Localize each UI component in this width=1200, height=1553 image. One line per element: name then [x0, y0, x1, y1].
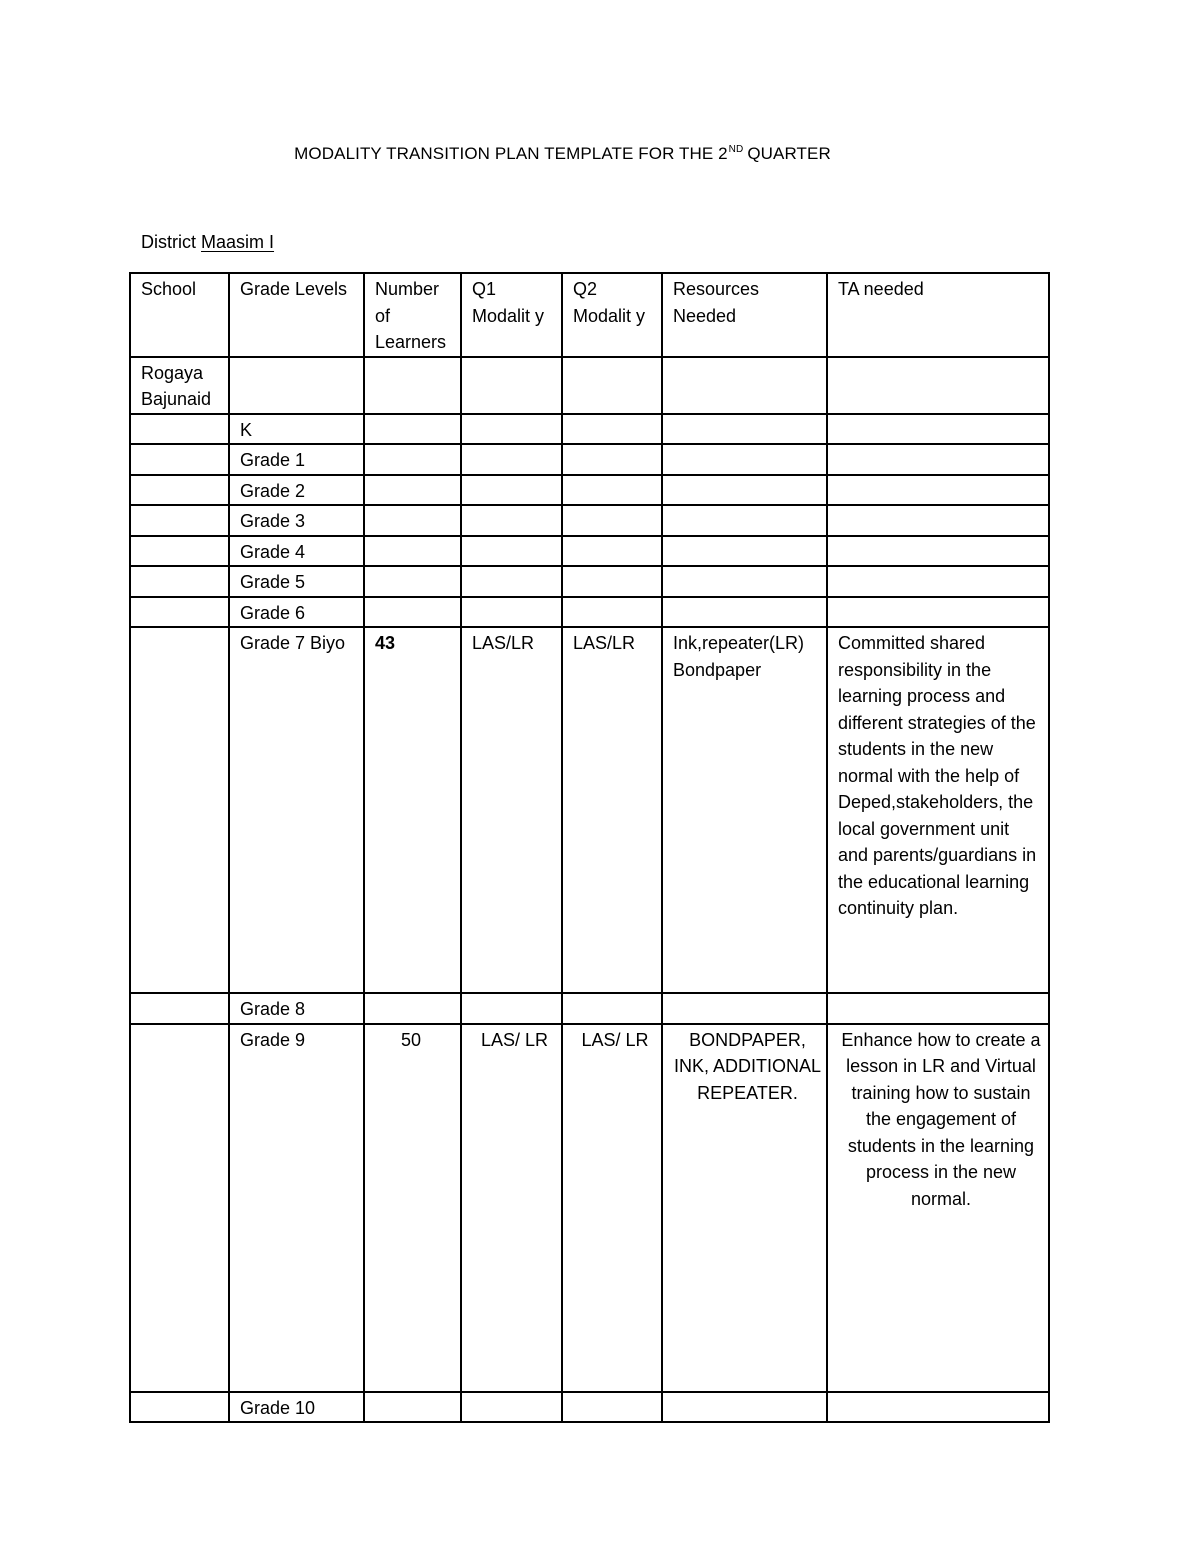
grade-cell: Grade 5	[229, 566, 364, 597]
header-ta-needed: TA needed	[827, 273, 1049, 357]
header-q1-modality: Q1 Modalit y	[461, 273, 562, 357]
grade-cell: Grade 9	[229, 1024, 364, 1392]
q1-modality-cell: LAS/ LR	[461, 1024, 562, 1392]
resources-cell: Ink,repeater(LR) Bondpaper	[662, 627, 827, 993]
grade-cell: Grade 6	[229, 597, 364, 628]
header-school: School	[130, 273, 229, 357]
district-line	[141, 232, 274, 253]
grade-cell: Grade 7 Biyo	[229, 627, 364, 993]
table-row	[130, 444, 1049, 475]
title-superscript: ND	[728, 144, 744, 155]
grade-cell: Grade 10	[229, 1392, 364, 1423]
ta-needed-cell: Committed shared responsibility in the learning process and different strategies of the students in the new normal with the help of Deped,stakeholders, the local government unit and parents/guardians in the educational learning continuity plan.	[827, 627, 1049, 993]
ta-needed-cell: Enhance how to create a lesson in LR and Virtual training how to sustain the engagement of students in the learning process in the new normal.	[827, 1024, 1049, 1392]
q2-modality-cell: LAS/LR	[562, 627, 662, 993]
learners-cell: 43	[364, 627, 461, 993]
district-value: Maasim I	[201, 232, 275, 252]
document-title	[0, 144, 1125, 164]
table-row	[130, 993, 1049, 1024]
table-row	[130, 1024, 1049, 1392]
title-suffix: QUARTER	[747, 144, 831, 163]
district-label: District	[141, 232, 196, 252]
q1-modality-cell: LAS/LR	[461, 627, 562, 993]
grade-cell: Grade 2	[229, 475, 364, 506]
table-row	[130, 1392, 1049, 1423]
table-row	[130, 627, 1049, 993]
table-row	[130, 357, 1049, 414]
school-name-cell: Rogaya Bajunaid	[130, 357, 229, 414]
q2-modality-cell: LAS/ LR	[562, 1024, 662, 1392]
header-grade-levels: Grade Levels	[229, 273, 364, 357]
title-prefix: MODALITY TRANSITION PLAN TEMPLATE FOR THE 2	[294, 144, 728, 163]
learners-cell: 50	[364, 1024, 461, 1392]
table-row	[130, 414, 1049, 445]
header-number-of-learners: Number of Learners	[364, 273, 461, 357]
table-row	[130, 536, 1049, 567]
resources-cell: BONDPAPER, INK, ADDITIONAL REPEATER.	[662, 1024, 827, 1392]
grade-cell: K	[229, 414, 364, 445]
table-row	[130, 597, 1049, 628]
header-resources-needed: Resources Needed	[662, 273, 827, 357]
grade-cell: Grade 4	[229, 536, 364, 567]
modality-plan-table	[129, 272, 1050, 1423]
header-q2-modality: Q2 Modalit y	[562, 273, 662, 357]
table-row	[130, 566, 1049, 597]
grade-cell: Grade 8	[229, 993, 364, 1024]
table-row	[130, 505, 1049, 536]
grade-cell: Grade 3	[229, 505, 364, 536]
table-row	[130, 475, 1049, 506]
table-header-row	[130, 273, 1049, 357]
grade-cell: Grade 1	[229, 444, 364, 475]
